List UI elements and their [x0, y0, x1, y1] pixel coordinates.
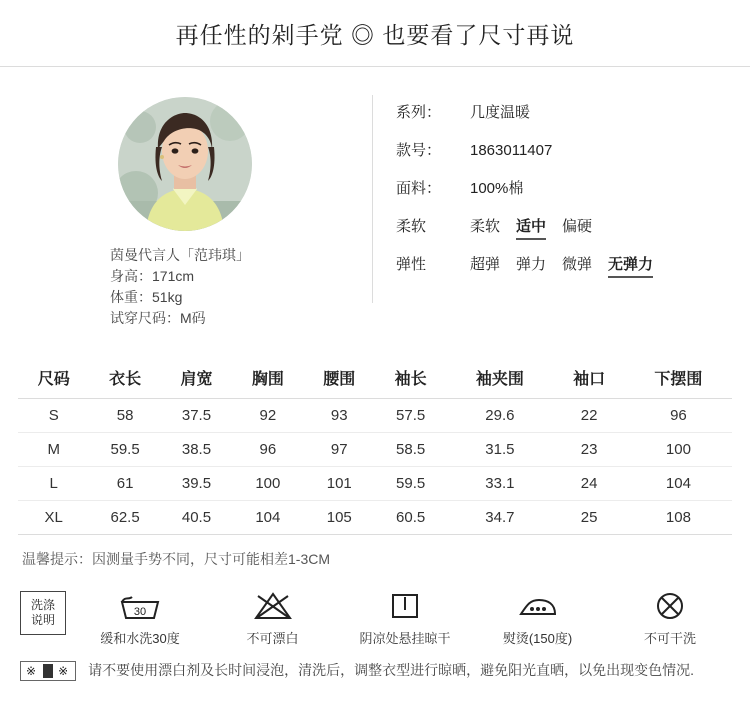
model-line-0: 茵曼代言人「范玮琪」 [110, 247, 250, 263]
page-title: 再任性的剁手党 ◎ 也要看了尺寸再说 [175, 21, 575, 48]
spec-value-style-number: 1863011407 [470, 142, 553, 159]
softness-option-0[interactable]: 柔软 [470, 218, 501, 235]
care-label-dry: 阴凉处悬挂晾干 [359, 631, 451, 646]
table-row [18, 501, 732, 535]
model-line-3: 试穿尺码：M码 [110, 310, 206, 326]
wash-tub-30-icon [117, 589, 163, 623]
model-spec-block [0, 67, 750, 339]
care-label-bleach: 不可漂白 [246, 631, 299, 646]
size-table-header-5: 袖长 [375, 357, 446, 399]
care-label-iron: 熨烫(150度) [502, 631, 573, 646]
size-cell-s-8: 96 [625, 399, 732, 433]
size-cell-s-5: 57.5 [375, 399, 446, 433]
size-cell-m-1: 59.5 [89, 433, 160, 467]
care-instructions [0, 579, 750, 647]
elasticity-option-1[interactable]: 弹力 [516, 256, 547, 273]
size-table-header-7: 袖口 [553, 357, 624, 399]
size-table-wrap [0, 357, 750, 535]
table-row [18, 433, 732, 467]
size-cell-m-5: 58.5 [375, 433, 446, 467]
model-column [0, 89, 370, 329]
note-mark [20, 661, 76, 681]
size-cell-s-1: 58 [89, 399, 160, 433]
size-cell-xl-8: 108 [625, 501, 732, 535]
size-cell-m-7: 23 [553, 433, 624, 467]
size-cell-xl-4: 105 [304, 501, 375, 535]
attribute-label-elasticity: 弹性 [396, 256, 427, 273]
spec-label-fabric: 面料： [396, 180, 442, 197]
size-cell-s-4: 93 [304, 399, 375, 433]
footer-note [0, 647, 750, 681]
spec-value-series: 几度温暖 [470, 104, 531, 121]
hang-dry-shade-icon [388, 589, 422, 623]
size-cell-xl-1: 62.5 [89, 501, 160, 535]
spec-row-fabric [396, 177, 750, 215]
attribute-row-elasticity [396, 253, 750, 291]
page-header [0, 0, 750, 67]
size-cell-m-0: M [18, 433, 89, 467]
care-badge-line-2: 说明 [30, 613, 55, 627]
elasticity-option-3[interactable]: 无弹力 [608, 253, 653, 278]
size-cell-xl-7: 25 [553, 501, 624, 535]
size-table-header-8: 下摆围 [625, 357, 732, 399]
size-cell-m-4: 97 [304, 433, 375, 467]
softness-option-1[interactable]: 适中 [516, 215, 546, 240]
size-cell-l-2: 39.5 [161, 467, 232, 501]
size-cell-l-6: 33.1 [446, 467, 553, 501]
size-cell-l-0: L [18, 467, 89, 501]
attribute-label-softness: 柔软 [396, 218, 427, 235]
size-cell-m-2: 38.5 [161, 433, 232, 467]
no-dry-clean-icon [653, 589, 687, 623]
care-badge [20, 591, 66, 635]
size-table-header-0: 尺码 [18, 357, 89, 399]
size-cell-xl-0: XL [18, 501, 89, 535]
spec-label-style-number: 款号： [396, 142, 442, 159]
model-info-lines [110, 245, 270, 329]
size-table-header-3: 胸围 [232, 357, 303, 399]
care-item-bleach [213, 589, 333, 647]
size-cell-s-6: 29.6 [446, 399, 553, 433]
table-row [18, 467, 732, 501]
care-item-wash [80, 589, 200, 647]
attribute-options-softness [470, 215, 608, 240]
size-cell-l-7: 24 [553, 467, 624, 501]
size-cell-l-4: 101 [304, 467, 375, 501]
table-row [18, 399, 732, 433]
size-table-header-1: 衣长 [89, 357, 160, 399]
care-badge-line-1: 洗涤 [30, 598, 55, 612]
care-item-dry [345, 589, 465, 647]
attribute-row-softness [396, 215, 750, 253]
note-mark-right: ※ [58, 664, 71, 678]
size-cell-l-1: 61 [89, 467, 160, 501]
attribute-options-elasticity [470, 253, 669, 278]
size-table-header-2: 肩宽 [161, 357, 232, 399]
size-cell-m-6: 31.5 [446, 433, 553, 467]
measurement-tip: 温馨提示：因测量手势不同，尺寸可能相差1-3CM [22, 551, 331, 567]
size-cell-s-7: 22 [553, 399, 624, 433]
no-bleach-icon [252, 589, 294, 623]
care-item-dryclean [610, 589, 730, 647]
model-line-1: 身高：171cm [110, 268, 195, 284]
vertical-divider [372, 95, 373, 303]
spec-label-series: 系列： [396, 104, 442, 121]
size-table-header-4: 腰围 [304, 357, 375, 399]
size-table-header-row [18, 357, 732, 399]
size-cell-xl-2: 40.5 [161, 501, 232, 535]
care-label-wash: 缓和水洗30度 [100, 631, 180, 646]
spec-row-style-number [396, 139, 750, 177]
iron-150-icon [515, 589, 561, 623]
size-cell-xl-3: 104 [232, 501, 303, 535]
elasticity-option-0[interactable]: 超弹 [470, 256, 501, 273]
size-cell-m-3: 96 [232, 433, 303, 467]
note-text: 请不要使用漂白剂及长时间浸泡，清洗后，调整衣型进行晾晒，避免阳光直晒，以免出现变色情况. [88, 662, 695, 678]
svg-text:30: 30 [133, 606, 147, 618]
size-table [18, 357, 732, 535]
care-label-dryclean: 不可干洗 [643, 631, 696, 646]
elasticity-option-2[interactable]: 微弹 [562, 256, 593, 273]
size-cell-m-8: 100 [625, 433, 732, 467]
softness-option-2[interactable]: 偏硬 [562, 218, 593, 235]
care-items [66, 589, 730, 647]
size-cell-l-5: 59.5 [375, 467, 446, 501]
size-cell-xl-5: 60.5 [375, 501, 446, 535]
size-cell-l-3: 100 [232, 467, 303, 501]
note-mark-left: ※ [26, 664, 39, 678]
size-cell-s-0: S [18, 399, 89, 433]
size-cell-s-2: 37.5 [161, 399, 232, 433]
spec-value-fabric: 100%棉 [470, 180, 524, 197]
spec-column [370, 89, 750, 329]
spec-row-series [396, 101, 750, 139]
size-cell-s-3: 92 [232, 399, 303, 433]
note-mark-block [43, 664, 52, 678]
model-line-2: 体重：51kg [110, 289, 183, 305]
size-table-header-6: 袖夹围 [446, 357, 553, 399]
size-cell-xl-6: 34.7 [446, 501, 553, 535]
model-portrait-icon [118, 97, 252, 231]
care-item-iron [478, 589, 598, 647]
size-cell-l-8: 104 [625, 467, 732, 501]
